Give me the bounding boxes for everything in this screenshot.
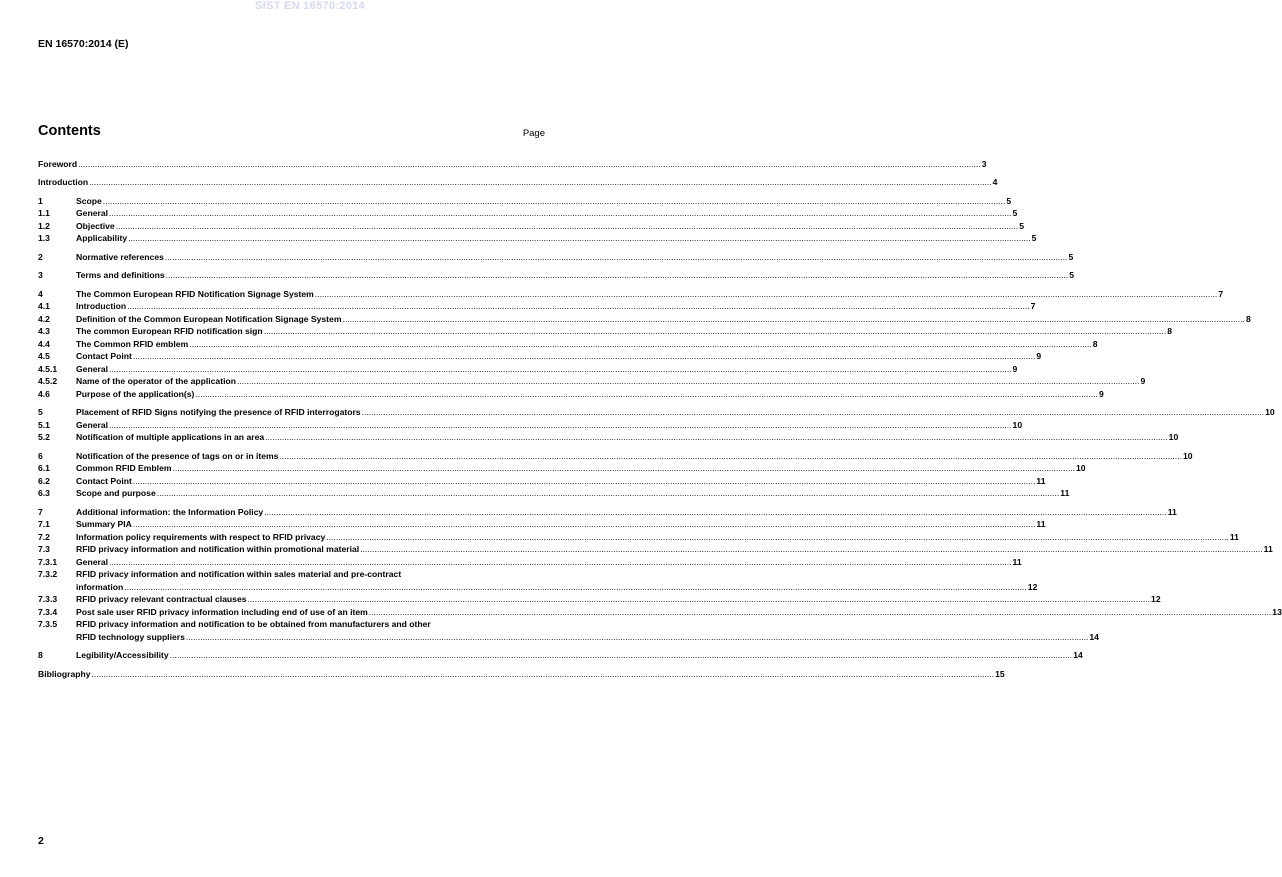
- toc-entry[interactable]: [38, 593, 1161, 606]
- toc-entry-page: 9: [1012, 363, 1018, 374]
- toc-leader-dots: [189, 339, 1092, 350]
- toc-entry-title: RFID privacy information and notification to be obtained from manufacturers and other: [76, 619, 431, 629]
- toc-leader-dots: [265, 432, 1168, 443]
- toc-entry-title: Additional information: the Information Policy: [76, 506, 264, 517]
- toc-leader-dots: [166, 270, 1069, 281]
- toc-entry-number: 4.5.2: [38, 376, 58, 386]
- toc-entry-page: 8: [1092, 338, 1098, 349]
- toc-leader-dots: [109, 420, 1012, 431]
- toc-leader-dots: [170, 650, 1073, 661]
- toc-entry-number: 6.3: [38, 488, 50, 498]
- toc-leader-dots: [109, 208, 1012, 219]
- toc-entry-title: Purpose of the application(s): [76, 388, 195, 399]
- toc-entry-title: The Common European RFID Notification Signage System: [76, 288, 314, 299]
- toc-entry-number: 1.2: [38, 220, 50, 231]
- toc-entry-number: 1.3: [38, 233, 50, 243]
- toc-entry-page: 11: [1012, 556, 1022, 567]
- toc-entry-title: Terms and definitions: [76, 270, 165, 280]
- toc-leader-dots: [279, 451, 1182, 462]
- toc-entry-page: 5: [1019, 220, 1025, 231]
- toc-entry[interactable]: [38, 618, 1099, 643]
- toc-entry[interactable]: [38, 337, 1098, 350]
- toc-entry-title: RFID privacy relevant contractual clauses: [76, 594, 247, 604]
- toc-entry-title: Name of the operator of the application: [76, 376, 236, 386]
- toc-entry[interactable]: [38, 487, 1070, 500]
- toc-entry-number: 7.3.4: [38, 606, 58, 617]
- toc-entry-number: 6.2: [38, 475, 50, 486]
- toc-entry-page: 7: [1030, 301, 1036, 311]
- toc-leader-dots: [326, 532, 1229, 543]
- toc-entry-page: 9: [1140, 376, 1146, 386]
- toc-entry-number: 2: [38, 251, 43, 262]
- toc-entry-page: 14: [1073, 650, 1083, 660]
- toc-entry-number: 7.3.2: [38, 569, 58, 579]
- toc-entry-page: 3: [981, 158, 987, 169]
- toc-entry[interactable]: [38, 431, 1179, 444]
- toc-entry-page: 5: [1031, 233, 1037, 243]
- toc-leader-dots: [157, 488, 1060, 499]
- toc-entry-page: 10: [1168, 432, 1179, 442]
- toc-entry-number: 7.3.5: [38, 619, 58, 629]
- toc-entry[interactable]: [38, 418, 1023, 431]
- toc-entry[interactable]: [38, 300, 1036, 313]
- toc-entry-page: 13: [1272, 606, 1282, 617]
- page-number: 2: [38, 835, 44, 847]
- toc-entry-title: Bibliography: [38, 668, 91, 679]
- contents-title: Contents: [38, 123, 101, 139]
- toc-entry-page: 7: [1218, 288, 1224, 299]
- toc-entry-number: 7.1: [38, 519, 50, 529]
- toc-entry-page: 12: [1027, 581, 1038, 592]
- toc-leader-dots: [109, 364, 1012, 375]
- toc-entry[interactable]: [38, 157, 987, 170]
- toc-entry-page: 5: [1069, 270, 1074, 280]
- toc-leader-dots: [237, 376, 1140, 387]
- toc-leader-dots: [78, 159, 981, 170]
- toc-entry-title: Common RFID Emblem: [76, 463, 172, 473]
- toc-entry-page: 5: [1012, 208, 1018, 218]
- toc-entry[interactable]: [38, 518, 1046, 531]
- toc-entry-page: 5: [1006, 195, 1012, 206]
- toc-entry-title: Foreword: [38, 158, 78, 169]
- toc-leader-dots: [116, 221, 1019, 232]
- toc-leader-dots: [248, 594, 1151, 605]
- toc-entry-page: 12: [1151, 594, 1161, 604]
- toc-leader-dots: [173, 463, 1076, 474]
- toc-entry-title: General: [76, 419, 109, 430]
- toc-entry[interactable]: [38, 362, 1018, 375]
- toc-entry-page: 14: [1089, 631, 1099, 642]
- toc-entry[interactable]: [38, 387, 1104, 400]
- toc-entry-page: 10: [1182, 450, 1193, 461]
- page-column-label: Page: [522, 128, 545, 139]
- toc-entry[interactable]: [38, 568, 1038, 593]
- toc-entry-number: 5.2: [38, 432, 50, 442]
- toc-entry-page: 10: [1012, 419, 1023, 430]
- toc-leader-dots: [342, 314, 1245, 325]
- toc-entry[interactable]: [38, 219, 1025, 232]
- toc-entry[interactable]: [38, 605, 1282, 618]
- toc-entry-number: 4.5.1: [38, 363, 58, 374]
- toc-entry[interactable]: [38, 287, 1224, 300]
- toc-entry-page: 5: [1068, 251, 1074, 262]
- toc-leader-dots: [127, 301, 1030, 312]
- toc-entry-number: 4.5: [38, 351, 50, 361]
- toc-entry-number: 1: [38, 195, 43, 206]
- toc-entry-number: 7: [38, 506, 43, 517]
- toc-leader-dots: [128, 233, 1031, 244]
- toc-leader-dots: [195, 389, 1098, 400]
- document-id: EN 16570:2014 (E): [38, 38, 129, 50]
- toc-leader-dots: [133, 476, 1036, 487]
- toc-entry-title: The common European RFID notification sign: [76, 326, 263, 336]
- toc-entry[interactable]: [38, 325, 1172, 338]
- toc-entry[interactable]: [38, 543, 1273, 556]
- toc-entry-title: Definition of the Common European Notification Signage System: [76, 313, 342, 324]
- toc-entry-title: General: [76, 556, 109, 567]
- toc-entry-number: 6.1: [38, 463, 50, 473]
- toc-entry-number: 4.2: [38, 313, 50, 324]
- toc-entry-number: 4.3: [38, 326, 50, 336]
- toc-leader-dots: [89, 177, 992, 188]
- toc-entry[interactable]: [38, 194, 1012, 207]
- toc-entry[interactable]: [38, 406, 1275, 419]
- watermark: SIST EN 16570:2014: [255, 0, 365, 12]
- toc-leader-dots: [360, 544, 1263, 555]
- toc-entry[interactable]: [38, 649, 1083, 662]
- toc-leader-dots: [92, 669, 995, 680]
- toc-leader-dots: [186, 632, 1089, 643]
- toc-entry-number: 7.2: [38, 531, 50, 542]
- toc-leader-dots: [165, 252, 1068, 263]
- toc-entry-page: 11: [1036, 519, 1046, 529]
- toc-entry-title: Introduction: [76, 301, 127, 311]
- toc-entry-number: 7.3.3: [38, 594, 58, 604]
- toc-entry[interactable]: [38, 250, 1074, 263]
- toc-entry-number: 4.6: [38, 388, 50, 399]
- toc-entry[interactable]: [38, 176, 998, 189]
- toc-entry[interactable]: [38, 449, 1193, 462]
- toc-entry-page: 11: [1229, 531, 1239, 542]
- toc-entry-title: Contact Point: [76, 351, 132, 361]
- toc-entry-title: RFID privacy information and notification within sales material and pre-contract: [76, 569, 402, 579]
- toc-entry-title: General: [76, 208, 109, 218]
- toc-entry[interactable]: [38, 462, 1086, 475]
- toc-entry-page: 11: [1167, 506, 1177, 517]
- toc-entry-title: Applicability: [76, 233, 128, 243]
- toc-entry-number: 5: [38, 407, 43, 417]
- toc-entry-title: Objective: [76, 220, 115, 231]
- toc-leader-dots: [264, 507, 1167, 518]
- toc-entry-number: 4.1: [38, 301, 50, 311]
- table-of-contents: [38, 157, 1282, 680]
- toc-leader-dots: [264, 326, 1167, 337]
- toc-entry-title: Scope: [76, 195, 102, 206]
- toc-entry[interactable]: [38, 505, 1177, 518]
- toc-leader-dots: [103, 196, 1006, 207]
- toc-entry-page: 11: [1263, 544, 1273, 554]
- toc-entry-title: Legibility/Accessibility: [76, 650, 169, 660]
- toc-entry[interactable]: [38, 530, 1239, 543]
- toc-entry-page: 10: [1076, 463, 1086, 473]
- toc-entry-number: 8: [38, 650, 43, 660]
- toc-leader-dots: [133, 519, 1036, 530]
- toc-entry-number: 1.1: [38, 208, 50, 218]
- toc-entry[interactable]: [38, 350, 1042, 363]
- toc-entry-title: Summary PIA: [76, 519, 132, 529]
- toc-entry-title: General: [76, 363, 109, 374]
- toc-entry[interactable]: [38, 555, 1022, 568]
- toc-entry-title: The Common RFID emblem: [76, 338, 189, 349]
- toc-entry-title: Notification of multiple applications in an area: [76, 432, 265, 442]
- toc-entry[interactable]: [38, 312, 1251, 325]
- toc-entry-title-continued: information: [76, 581, 124, 592]
- toc-entry-title-continued: RFID technology suppliers: [76, 631, 185, 642]
- toc-leader-dots: [362, 407, 1265, 418]
- toc-entry-title: Notification of the presence of tags on or in items: [76, 450, 279, 461]
- toc-entry[interactable]: [38, 232, 1037, 245]
- toc-entry-page: 8: [1246, 313, 1251, 324]
- toc-entry-page: 10: [1265, 407, 1275, 417]
- toc-entry-title: RFID privacy information and notification within promotional material: [76, 544, 360, 554]
- toc-entry-number: 7.3: [38, 544, 50, 554]
- toc-entry[interactable]: [38, 474, 1046, 487]
- toc-entry-page: 11: [1036, 475, 1046, 486]
- toc-entry-page: 11: [1060, 488, 1070, 498]
- toc-entry-title: Normative references: [76, 251, 164, 262]
- toc-entry[interactable]: [38, 207, 1018, 220]
- toc-leader-dots: [133, 351, 1036, 362]
- toc-entry-number: 7.3.1: [38, 556, 58, 567]
- toc-entry-title: Post sale user RFID privacy information including end of use of an item: [76, 606, 368, 617]
- toc-entry-number: 4.4: [38, 338, 50, 349]
- toc-leader-dots: [369, 607, 1272, 618]
- toc-entry-title: Scope and purpose: [76, 488, 156, 498]
- toc-entry-number: 6: [38, 450, 43, 461]
- toc-entry-title: Introduction: [38, 177, 89, 187]
- toc-entry-title: Placement of RFID Signs notifying the presence of RFID interrogators: [76, 407, 361, 417]
- toc-entry-page: 4: [992, 177, 998, 187]
- toc-entry-title: Contact Point: [76, 475, 132, 486]
- toc-leader-dots: [315, 289, 1218, 300]
- toc-entry-page: 15: [995, 668, 1005, 679]
- toc-entry-page: 8: [1167, 326, 1172, 336]
- toc-entry-page: 9: [1098, 388, 1104, 399]
- toc-entry[interactable]: [38, 667, 1005, 680]
- toc-entry-number: 5.1: [38, 419, 50, 430]
- toc-entry-title: Information policy requirements with respect to RFID privacy: [76, 531, 326, 542]
- toc-entry-number: 3: [38, 270, 43, 280]
- toc-entry[interactable]: [38, 375, 1146, 388]
- toc-entry-number: 4: [38, 288, 43, 299]
- toc-leader-dots: [124, 582, 1027, 593]
- toc-leader-dots: [109, 557, 1012, 568]
- toc-entry-page: 9: [1036, 351, 1042, 361]
- toc-entry[interactable]: [38, 269, 1074, 282]
